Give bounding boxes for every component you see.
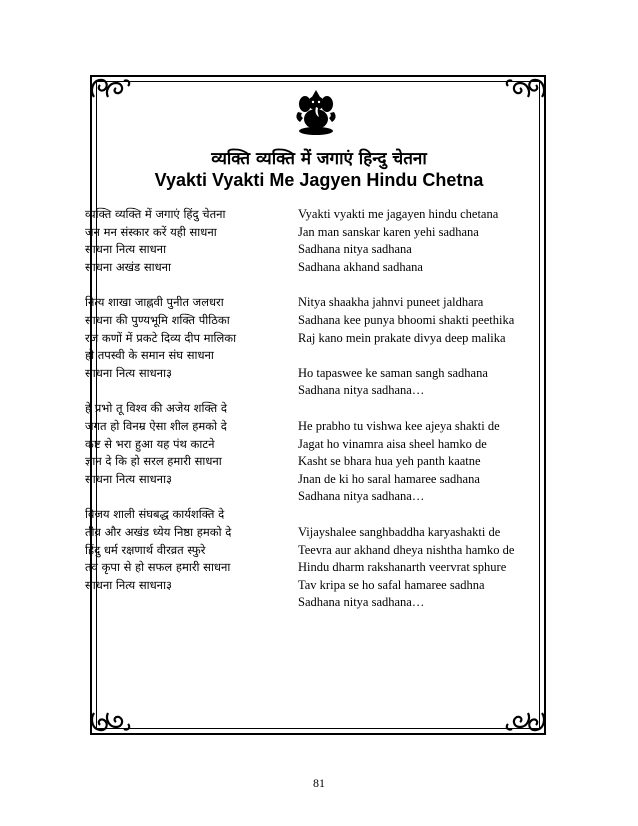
lyric-line: तव कृपा से हो सफल हमारी साधना: [85, 560, 231, 575]
lyric-line: Vyakti vyakti me jagayen hindu chetana: [298, 207, 499, 221]
lyric-line: Ho tapaswee ke saman sangh sadhana: [298, 365, 488, 380]
lyric-line: Sadhana nitya sadhana…: [298, 383, 425, 398]
title-english: Vyakti Vyakti Me Jagyen Hindu Chetna: [154, 170, 484, 190]
lyric-line: Vijayshalee sanghbaddha karyashakti de: [298, 524, 501, 539]
lyric-line: विजय शाली संघबद्ध कार्यशक्ति दे: [85, 507, 225, 522]
lyric-line: Raj kano mein prakate divya deep malika: [298, 330, 506, 345]
swirl-ornament-icon: [504, 707, 548, 737]
ganesha-icon: [292, 88, 340, 136]
page-number: 81: [313, 776, 325, 790]
lyric-line: Jnan de ki ho saral hamaree sadhana: [298, 471, 480, 486]
lyric-line: कष्ट से भरा हुआ यह पंथ काटने: [85, 436, 215, 451]
lyric-line: साधना नित्य साधना३: [85, 365, 173, 380]
english-stanza-3: [298, 418, 548, 506]
hindi-stanza-1: [85, 206, 290, 276]
lyric-line: जन मन संस्कार करें यही साधना: [85, 224, 217, 239]
lyric-line: Kasht se bhara hua yeh panth kaatne: [298, 454, 481, 469]
lyric-line: Jagat ho vinamra aisa sheel hamko de: [298, 436, 487, 451]
lyric-line: तीव्र और अखंड ध्येय निष्ठा हमको दे: [85, 524, 232, 539]
swirl-ornament-icon: [504, 73, 548, 103]
lyric-line: He prabho tu vishwa kee ajeya shakti de: [298, 418, 500, 433]
english-stanza-2: [298, 294, 548, 400]
title-hindi: व्यक्ति व्यक्ति में जगाएं हिन्दु चेतना: [211, 149, 427, 169]
lyric-line: Hindu dharm rakshanarth veervrat sphure: [298, 560, 507, 575]
lyric-line: Teevra aur akhand dheya nishtha hamko de: [298, 542, 515, 557]
lyric-line: हिंदु धर्म रक्षणार्थ वीरव्रत स्फुरे: [85, 542, 206, 557]
lyric-line: Sadhana nitya sadhana…: [298, 595, 425, 610]
lyric-line: हे प्रभो तू विश्व की अजेय शक्ति दे: [85, 401, 227, 416]
lyric-line-spacer: [298, 347, 548, 365]
lyric-line: Sadhana kee punya bhoomi shakti peethika: [298, 312, 515, 327]
lyric-line: हो तपस्वी के समान संघ साधना: [85, 348, 214, 363]
lyric-line: रज कणों में प्रकटे दिव्य दीप मालिका: [85, 330, 237, 345]
hindi-stanza-3: [85, 400, 290, 488]
lyric-line: Jan man sanskar karen yehi sadhana: [298, 224, 479, 239]
lyric-line: Sadhana akhand sadhana: [298, 259, 423, 274]
english-stanza-1: [298, 206, 548, 276]
lyric-line: साधना नित्य साधना३: [85, 471, 173, 486]
english-stanza-4: [298, 524, 548, 612]
lyric-line: साधना की पुण्यभूमि शक्ति पीठिका: [85, 312, 230, 327]
lyric-line: साधना नित्य साधना३: [85, 577, 173, 592]
lyric-line: नित्य शाखा जाह्नवी पुनीत जलधरा: [85, 295, 224, 310]
english-lyrics-column: [298, 206, 548, 630]
swirl-ornament-icon: [88, 707, 132, 737]
lyric-line: ज्ञान दे कि हो सरल हमारी साधना: [85, 454, 222, 469]
lyric-line: जगत हो विनम्र ऐसा शील हमको दे: [85, 418, 227, 433]
lyric-line: Sadhana nitya sadhana…: [298, 489, 425, 504]
lyric-line: साधना अखंड साधना: [85, 259, 172, 274]
lyric-line: Tav kripa se ho safal hamaree sadhna: [298, 577, 485, 592]
lyric-line: Sadhana nitya sadhana: [298, 242, 412, 257]
hindi-lyrics-column: [85, 206, 290, 612]
lyric-line: व्यक्ति व्यक्ति में जगाएं हिंदु चेतना: [85, 207, 226, 221]
lyric-line: Nitya shaakha jahnvi puneet jaldhara: [298, 295, 484, 310]
swirl-ornament-icon: [88, 73, 132, 103]
hindi-stanza-4: [85, 506, 290, 594]
lyric-line: साधना नित्य साधना: [85, 242, 167, 257]
hindi-stanza-2: [85, 294, 290, 382]
